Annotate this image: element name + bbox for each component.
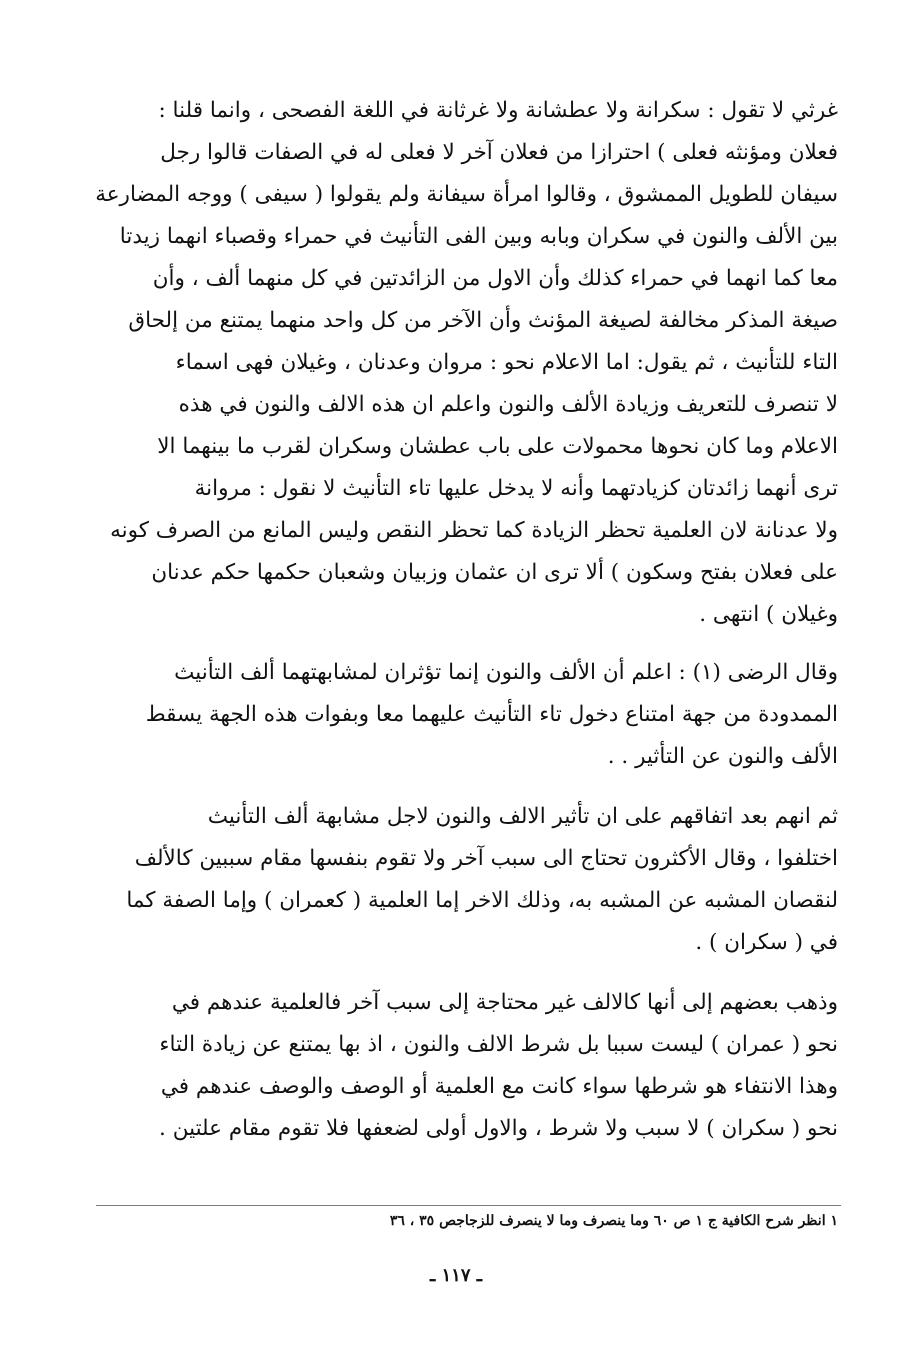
text-line: ثم انهم بعد اتفاقهم على ان تأثير الالف والنون لاجل مشابهة ألف التأنيث <box>207 804 838 829</box>
paragraph-2 <box>96 652 838 778</box>
text-line: الاعلام وما كان نحوها محمولات على باب عطشان وسكران لقرب ما بينهما الا <box>157 434 838 459</box>
footnote-divider <box>96 1205 841 1206</box>
text-line: وهذا الانتفاء هو شرطها سواء كانت مع العلمية أو الوصف والوصف عندهم في <box>160 1074 838 1099</box>
text-line: وغيلان ) انتهى . <box>699 602 838 627</box>
paragraph-4 <box>96 982 838 1150</box>
page-body <box>96 90 838 1150</box>
text-line: على فعلان بفتح وسكون ) ألا ترى ان عثمان وزبيان وشعبان حكمها حكم عدنان <box>151 560 838 585</box>
text-line: بين الألف والنون في سكران وبابه وبين الفى التأنيث في حمراء وقصباء انهما زيدتا <box>119 224 838 249</box>
footnote: ١ انظر شرح الكافية ج ١ ص ٦٠ وما ينصرف وما لا ينصرف للزجاجص ٣٥ ، ٣٦ <box>389 1213 838 1229</box>
text-line: ولا عدنانة لان العلمية تحظر الزيادة كما تحظر النقص وليس المانع من الصرف كونه <box>110 518 838 543</box>
text-line: غرثي لا تقول : سكرانة ولا عطشانة ولا غرثانة في اللغة الفصحى ، وانما قلنا : <box>158 98 838 123</box>
paragraph-3 <box>96 796 838 964</box>
text-line: وذهب بعضهم إلى أنها كالالف غير محتاجة إلى سبب آخر فالعلمية عندهم في <box>171 990 838 1015</box>
text-line: وقال الرضى (١) : اعلم أن الألف والنون إنما تؤثران لمشابهتهما ألف التأنيث <box>174 660 838 685</box>
text-line: صيغة المذكر مخالفة لصيغة المؤنث وأن الآخر من كل واحد منهما يمتنع من إلحاق <box>128 308 838 333</box>
page-number: ـ ١١٧ ـ <box>429 1265 483 1286</box>
paragraph-1 <box>96 90 838 636</box>
text-line: فعلان ومؤنثه فعلى ) احترازا من فعلان آخر لا فعلى له في الصفات قالوا رجل <box>160 140 838 165</box>
text-line: ترى أنهما زائدتان كزيادتهما وأنه لا يدخل عليها تاء التأنيث لا نقول : مروانة <box>194 476 838 501</box>
text-line: لا تنصرف للتعريف وزيادة الألف والنون واعلم ان هذه الالف والنون في هذه <box>178 392 838 417</box>
text-line: سيفان للطويل الممشوق ، وقالوا امرأة سيفانة ولم يقولوا ( سيفى ) ووجه المضارعة <box>95 182 838 207</box>
text-line: اختلفوا ، وقال الأكثرون تحتاج الى سبب آخر ولا تقوم بنفسها مقام سببين كالألف <box>134 846 838 871</box>
text-line: معا كما انهما في حمراء كذلك وأن الاول من الزائدتين في كل منهما ألف ، وأن <box>152 266 838 291</box>
text-line: لنقصان المشبه عن المشبه به، وذلك الاخر إما العلمية ( كعمران ) وإما الصفة كما <box>126 888 838 913</box>
text-line: نحو ( عمران ) ليست سببا بل شرط الالف والنون ، اذ بها يمتنع عن زيادة التاء <box>159 1032 838 1057</box>
text-line: الممدودة من جهة امتناع دخول تاء التأنيث عليهما معا وبفوات هذه الجهة يسقط <box>145 702 838 727</box>
text-line: الألف والنون عن التأثير . . <box>607 744 838 769</box>
text-line: التاء للتأنيث ، ثم يقول: اما الاعلام نحو : مروان وعدنان ، وغيلان فهى اسماء <box>175 350 838 375</box>
text-line: في ( سكران ) . <box>695 930 838 955</box>
text-line: نحو ( سكران ) لا سبب ولا شرط ، والاول أولى لضعفها فلا تقوم مقام علتين . <box>159 1116 838 1141</box>
